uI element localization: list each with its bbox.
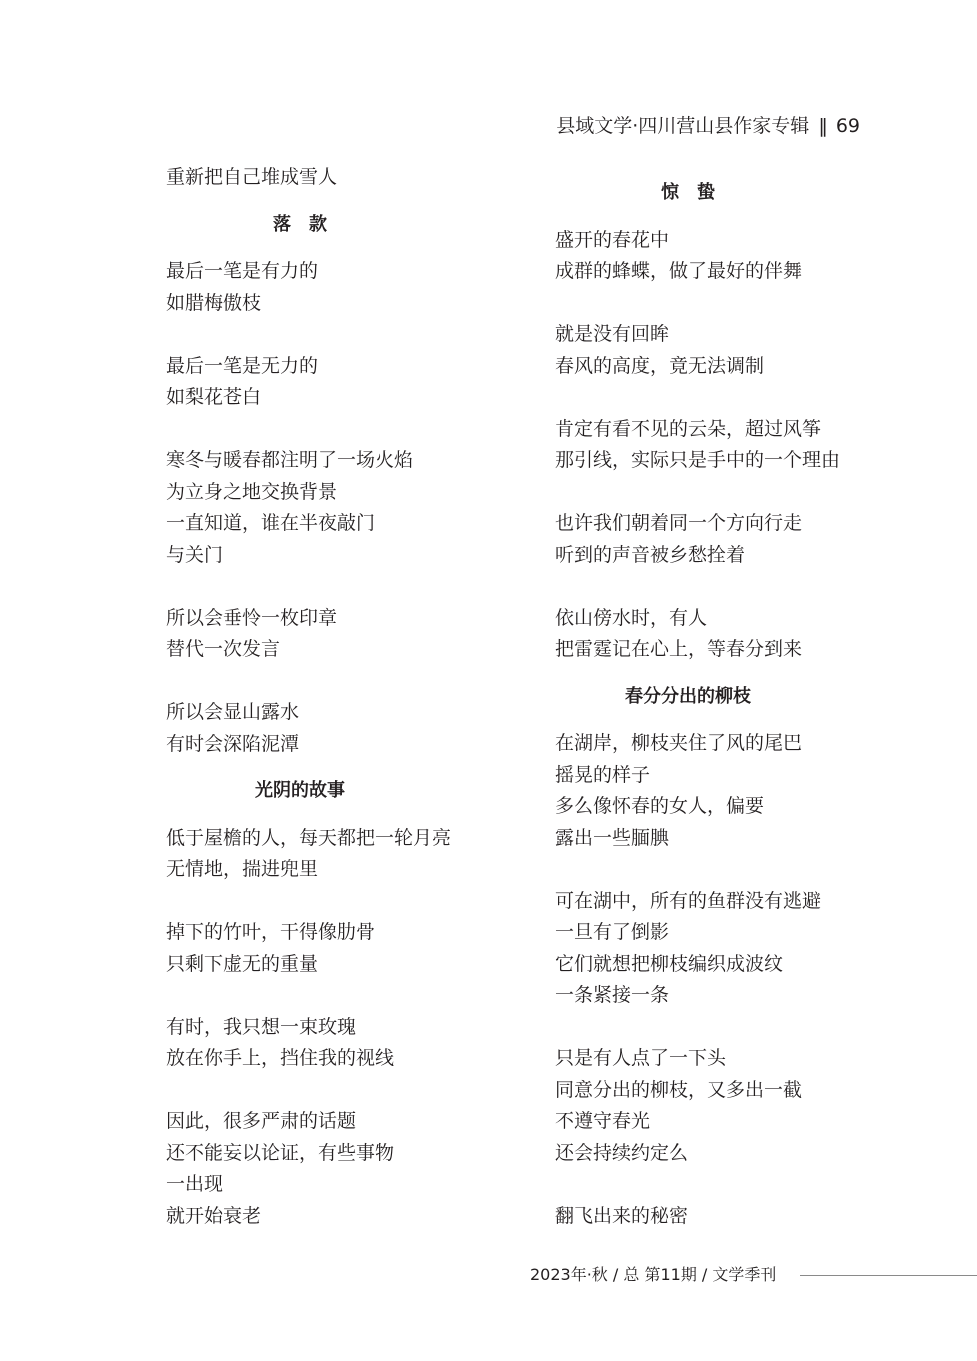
poem-line: 肯定有看不见的云朵，超过风筝	[555, 417, 822, 440]
left-column	[166, 162, 452, 1232]
footer-issue-info: 2023年·秋 / 总 第11期 / 文学季刊	[530, 1265, 777, 1284]
poem-line: 把雷霆记在心上，等春分到来	[555, 638, 803, 660]
poem-line: 一条紧接一条	[555, 984, 670, 1006]
poem-line: 所以会垂怜一枚印章	[166, 606, 338, 629]
poem	[555, 162, 841, 666]
right-column	[555, 162, 841, 1232]
poem-line: 也许我们朝着同一个方向行走	[555, 512, 803, 534]
poem-line: 低于屋檐的人，每天都把一轮月亮	[166, 826, 452, 849]
poem-line: 放在你手上，挡住我的视线	[166, 1047, 395, 1069]
poem-title: 光阴的故事	[255, 780, 345, 801]
footer-rule	[800, 1275, 977, 1276]
poem-line: 就开始衰老	[166, 1204, 262, 1227]
poem-line: 一旦有了倒影	[555, 921, 670, 943]
poem-line: 有时，我只想一束玫瑰	[166, 1015, 357, 1038]
stanza	[166, 697, 434, 760]
poem-line: 还会持续约定么	[555, 1141, 689, 1164]
poem-line: 只剩下虚无的重量	[166, 952, 319, 975]
poem	[166, 760, 452, 1232]
poem-line: 替代一次发言	[166, 638, 281, 660]
header-title: 县域文学·四川营山县作家专辑	[556, 115, 810, 137]
poem-line: 同意分出的柳枝，又多出一截	[555, 1078, 803, 1101]
stanza	[166, 823, 452, 886]
stanza	[555, 414, 841, 477]
poem-line: 春风的高度，竟无法调制	[555, 354, 765, 377]
poem-title: 落 款	[273, 213, 327, 235]
poem-line: 只是有人点了一下头	[555, 1047, 727, 1069]
stanza	[166, 1012, 434, 1075]
poem-line: 无情地，揣进兜里	[166, 858, 319, 880]
stanza	[166, 1106, 434, 1232]
poem-line: 听到的声音被乡愁拴着	[555, 543, 746, 566]
poem-line: 盛开的春花中	[555, 228, 670, 251]
poem-line: 最后一笔是有力的	[166, 260, 319, 282]
poem-title: 惊 蛰	[661, 182, 715, 203]
poem-line: 有时会深陷泥潭	[166, 732, 300, 755]
stanza	[555, 1043, 821, 1169]
poem-line: 因此，很多严肃的话题	[166, 1110, 357, 1132]
poem-line: 翻飞出来的秘密	[555, 1204, 689, 1227]
poem-line: 所以会显山露水	[166, 701, 300, 723]
stanza	[166, 351, 434, 414]
stanza	[555, 886, 821, 1012]
poem	[166, 194, 434, 761]
stanza	[555, 603, 821, 666]
poem-line: 寒冬与暖春都注明了一场火焰	[166, 449, 414, 471]
poem-line: 如腊梅傲枝	[166, 291, 262, 314]
poem-line: 还不能妄以论证，有些事物	[166, 1141, 395, 1164]
stanza	[555, 728, 821, 854]
stanza	[555, 319, 821, 382]
stanza	[166, 603, 434, 666]
stanza	[555, 508, 821, 571]
poem-line: 摇晃的样子	[555, 763, 651, 786]
continued-stanza	[166, 162, 434, 194]
poem-line: 它们就想把柳枝编织成波纹	[555, 952, 784, 975]
poem	[555, 666, 821, 1233]
stanza	[555, 225, 821, 288]
stanza	[555, 1201, 821, 1233]
poem-line: 在湖岸，柳枝夹住了风的尾巴	[555, 732, 803, 754]
poem-title: 春分分出的柳枝	[625, 685, 751, 707]
poem-line: 掉下的竹叶，干得像肋骨	[166, 921, 376, 943]
header-separator: ‖	[818, 115, 828, 137]
poem-line: 一直知道，谁在半夜敲门	[166, 512, 376, 534]
poem-line: 就是没有回眸	[555, 323, 670, 345]
poem-line: 那引线，实际只是手中的一个理由	[555, 449, 841, 471]
stanza	[166, 917, 434, 980]
poem-line: 可在湖中，所有的鱼群没有逃避	[555, 889, 822, 912]
page-number: 69	[835, 115, 860, 137]
poem-line: 如梨花苍白	[166, 386, 262, 408]
poem-line: 多么像怀春的女人，偏要	[555, 795, 765, 817]
poem-line: 为立身之地交换背景	[166, 480, 338, 503]
running-header	[556, 113, 860, 139]
poem-line: 露出一些腼腆	[555, 826, 670, 849]
poem-line: 重新把自己堆成雪人	[166, 166, 338, 188]
stanza	[166, 445, 434, 571]
poem-line: 与关门	[166, 543, 224, 566]
stanza	[166, 256, 434, 319]
poem-line: 不遵守春光	[555, 1110, 651, 1132]
poem-line: 最后一笔是无力的	[166, 354, 319, 377]
poem-line: 依山傍水时，有人	[555, 606, 708, 629]
poem-line: 一出现	[166, 1173, 224, 1195]
poem-line: 成群的蜂蝶，做了最好的伴舞	[555, 260, 803, 282]
